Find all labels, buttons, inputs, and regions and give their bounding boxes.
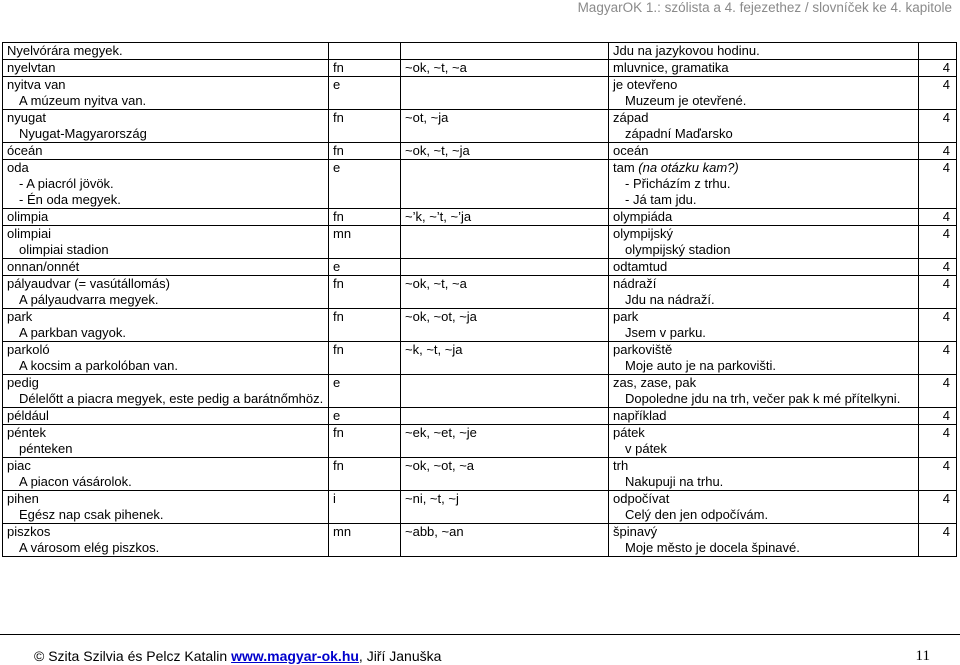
czech-cell-main: odtamtud	[613, 259, 668, 274]
vocabulary-table	[2, 42, 957, 557]
vocab-row	[3, 259, 957, 276]
czech-cell	[609, 491, 919, 524]
part-of-speech-cell: fn	[329, 209, 401, 226]
hungarian-cell-main: piszkos	[7, 524, 51, 539]
hungarian-cell	[3, 226, 329, 259]
czech-cell-example: západní Maďarsko	[625, 126, 733, 141]
czech-cell-main: park	[613, 309, 639, 324]
hungarian-cell-main: piac	[7, 458, 31, 473]
czech-cell-example: Nakupuji na trhu.	[625, 474, 724, 489]
part-of-speech-cell: e	[329, 77, 401, 110]
hungarian-cell-example: - Én oda megyek.	[19, 192, 121, 207]
vocab-row	[3, 309, 957, 342]
forms-cell	[401, 408, 609, 425]
website-link[interactable]: www.magyar-ok.hu	[231, 648, 359, 664]
forms-cell: ~ok, ~t, ~ja	[401, 143, 609, 160]
chapter-cell: 4	[919, 408, 957, 425]
hungarian-cell	[3, 408, 329, 425]
hungarian-cell-main: nyitva van	[7, 77, 66, 92]
czech-cell	[609, 375, 919, 408]
forms-cell: ~ok, ~ot, ~a	[401, 458, 609, 491]
hungarian-cell	[3, 524, 329, 557]
page-footer	[0, 634, 960, 665]
hungarian-cell-main: nyelvtan	[7, 60, 56, 75]
hungarian-cell	[3, 143, 329, 160]
hungarian-cell-example: A múzeum nyitva van.	[19, 93, 147, 108]
czech-cell	[609, 209, 919, 226]
running-header	[0, 0, 960, 22]
hungarian-cell	[3, 458, 329, 491]
hungarian-cell	[3, 375, 329, 408]
page-number: 11	[915, 648, 930, 664]
hungarian-cell	[3, 77, 329, 110]
hungarian-cell	[3, 309, 329, 342]
hungarian-cell-main: pedig	[7, 375, 39, 390]
czech-cell-main: parkoviště	[613, 342, 673, 357]
vocab-row	[3, 375, 957, 408]
hungarian-cell-example: Egész nap csak pihenek.	[19, 507, 164, 522]
chapter-cell: 4	[919, 458, 957, 491]
hungarian-cell	[3, 110, 329, 143]
czech-cell	[609, 276, 919, 309]
forms-cell: ~ni, ~t, ~j	[401, 491, 609, 524]
chapter-cell: 4	[919, 160, 957, 209]
forms-cell	[401, 226, 609, 259]
forms-cell: ~ok, ~t, ~a	[401, 60, 609, 77]
czech-cell-main: tam (na otázku kam?)	[613, 160, 739, 175]
hungarian-cell-main: Nyelvórára megyek.	[7, 43, 123, 58]
czech-cell-example: Moje auto je na parkovišti.	[625, 358, 777, 373]
hungarian-cell-main: péntek	[7, 425, 47, 440]
vocab-row	[3, 276, 957, 309]
chapter-cell: 4	[919, 110, 957, 143]
hungarian-cell-main: nyugat	[7, 110, 47, 125]
part-of-speech-cell: i	[329, 491, 401, 524]
czech-cell	[609, 524, 919, 557]
chapter-cell: 4	[919, 259, 957, 276]
hungarian-cell-main: onnan/onnét	[7, 259, 80, 274]
copyright-icon: ©	[34, 648, 45, 664]
czech-cell	[609, 77, 919, 110]
forms-cell: ~’k, ~’t, ~’ja	[401, 209, 609, 226]
chapter-cell: 4	[919, 524, 957, 557]
vocab-row	[3, 491, 957, 524]
czech-cell-main: zas, zase, pak	[613, 375, 697, 390]
footer-credit	[34, 648, 441, 664]
hungarian-cell-example: - A piacról jövök.	[19, 176, 114, 191]
forms-cell	[401, 259, 609, 276]
czech-cell-main: špinavý	[613, 524, 658, 539]
chapter-cell	[919, 43, 957, 60]
hungarian-cell	[3, 276, 329, 309]
czech-cell	[609, 408, 919, 425]
part-of-speech-cell: fn	[329, 276, 401, 309]
czech-cell-main: mluvnice, gramatika	[613, 60, 729, 75]
vocab-row	[3, 160, 957, 209]
vocab-row	[3, 342, 957, 375]
chapter-cell: 4	[919, 375, 957, 408]
vocab-row	[3, 110, 957, 143]
vocab-row	[3, 43, 957, 60]
czech-cell-main: trh	[613, 458, 629, 473]
chapter-cell: 4	[919, 209, 957, 226]
chapter-cell: 4	[919, 309, 957, 342]
czech-cell-example: - Já tam jdu.	[625, 192, 697, 207]
czech-cell-example: - Přicházím z trhu.	[625, 176, 731, 191]
part-of-speech-cell: fn	[329, 143, 401, 160]
chapter-cell: 4	[919, 491, 957, 524]
czech-cell	[609, 160, 919, 209]
czech-cell-main: například	[613, 408, 667, 423]
part-of-speech-cell: e	[329, 160, 401, 209]
czech-cell	[609, 458, 919, 491]
czech-cell	[609, 60, 919, 77]
part-of-speech-cell: e	[329, 259, 401, 276]
chapter-cell: 4	[919, 60, 957, 77]
hungarian-cell-example: A piacon vásárolok.	[19, 474, 132, 489]
czech-cell	[609, 342, 919, 375]
vocab-row	[3, 143, 957, 160]
hungarian-cell-main: park	[7, 309, 33, 324]
czech-cell-example: Dopoledne jdu na trh, večer pak k mé přítelkyni.	[625, 391, 901, 406]
forms-cell: ~ek, ~et, ~je	[401, 425, 609, 458]
forms-cell: ~ok, ~ot, ~ja	[401, 309, 609, 342]
hungarian-cell	[3, 259, 329, 276]
forms-cell: ~ok, ~t, ~a	[401, 276, 609, 309]
hungarian-cell-example: Nyugat-Magyarország	[19, 126, 147, 141]
vocab-row	[3, 408, 957, 425]
part-of-speech-cell: mn	[329, 524, 401, 557]
czech-cell-example: v pátek	[625, 441, 667, 456]
hungarian-cell-example: A parkban vagyok.	[19, 325, 126, 340]
part-of-speech-cell: fn	[329, 342, 401, 375]
czech-cell-main: pátek	[613, 425, 645, 440]
czech-cell-example: Jdu na nádraží.	[625, 292, 715, 307]
forms-cell: ~ot, ~ja	[401, 110, 609, 143]
czech-cell	[609, 43, 919, 60]
czech-cell-main: je otevřeno	[613, 77, 678, 92]
czech-cell-main: nádraží	[613, 276, 657, 291]
vocab-row	[3, 60, 957, 77]
forms-cell	[401, 375, 609, 408]
czech-cell	[609, 226, 919, 259]
hungarian-cell-main: olimpiai	[7, 226, 52, 241]
czech-cell-main: Jdu na jazykovou hodinu.	[613, 43, 760, 58]
chapter-cell: 4	[919, 143, 957, 160]
czech-cell	[609, 309, 919, 342]
hungarian-cell	[3, 209, 329, 226]
chapter-cell: 4	[919, 226, 957, 259]
hungarian-cell-main: olimpia	[7, 209, 49, 224]
part-of-speech-cell: e	[329, 375, 401, 408]
hungarian-cell-main: parkoló	[7, 342, 50, 357]
czech-cell-main: olympijský	[613, 226, 673, 241]
hungarian-cell-main: oda	[7, 160, 29, 175]
czech-cell	[609, 143, 919, 160]
czech-cell-main: západ	[613, 110, 649, 125]
forms-cell	[401, 160, 609, 209]
hungarian-cell	[3, 491, 329, 524]
czech-cell	[609, 259, 919, 276]
hungarian-cell-main: pihen	[7, 491, 39, 506]
hungarian-cell-example: A kocsim a parkolóban van.	[19, 358, 178, 373]
hungarian-cell-example: Délelőtt a piacra megyek, este pedig a barátnőmhöz.	[19, 391, 324, 406]
hungarian-cell-example: A pályaudvarra megyek.	[19, 292, 159, 307]
czech-cell-example: Muzeum je otevřené.	[625, 93, 747, 108]
part-of-speech-cell: fn	[329, 60, 401, 77]
hungarian-cell	[3, 160, 329, 209]
hungarian-cell-main: pályaudvar (= vasútállomás)	[7, 276, 170, 291]
hungarian-cell-main: például	[7, 408, 49, 423]
part-of-speech-cell: mn	[329, 226, 401, 259]
part-of-speech-cell: fn	[329, 110, 401, 143]
part-of-speech-cell: fn	[329, 458, 401, 491]
czech-cell-main: oceán	[613, 143, 649, 158]
forms-cell	[401, 77, 609, 110]
chapter-cell: 4	[919, 342, 957, 375]
czech-cell	[609, 425, 919, 458]
czech-cell-example: Jsem v parku.	[625, 325, 706, 340]
part-of-speech-cell	[329, 43, 401, 60]
vocab-row	[3, 524, 957, 557]
forms-cell: ~k, ~t, ~ja	[401, 342, 609, 375]
chapter-cell: 4	[919, 276, 957, 309]
hungarian-cell-main: óceán	[7, 143, 43, 158]
chapter-cell: 4	[919, 77, 957, 110]
hungarian-cell	[3, 342, 329, 375]
hungarian-cell-example: olimpiai stadion	[19, 242, 109, 257]
czech-cell	[609, 110, 919, 143]
part-of-speech-cell: e	[329, 408, 401, 425]
hungarian-cell	[3, 425, 329, 458]
czech-cell-main: odpočívat	[613, 491, 670, 506]
footer-authors: Szita Szilvia és Pelcz Katalin	[48, 648, 228, 664]
forms-cell	[401, 43, 609, 60]
czech-cell-main: olympiáda	[613, 209, 673, 224]
forms-cell: ~abb, ~an	[401, 524, 609, 557]
vocab-row	[3, 226, 957, 259]
part-of-speech-cell: fn	[329, 425, 401, 458]
footer-coauthor: , Jiří Januška	[358, 648, 442, 664]
header-title: MagyarOK 1.: szólista a 4. fejezethez / slovníček ke 4. kapitole	[577, 0, 952, 15]
hungarian-cell	[3, 60, 329, 77]
hungarian-cell-example: A városom elég piszkos.	[19, 540, 160, 555]
czech-cell-example: Celý den jen odpočívám.	[625, 507, 769, 522]
hungarian-cell-example: pénteken	[19, 441, 73, 456]
vocab-row	[3, 458, 957, 491]
question-note: (na otázku kam?)	[638, 160, 739, 175]
vocab-row	[3, 209, 957, 226]
vocab-row	[3, 425, 957, 458]
hungarian-cell	[3, 43, 329, 60]
part-of-speech-cell: fn	[329, 309, 401, 342]
czech-cell-example: olympijský stadion	[625, 242, 731, 257]
czech-cell-example: Moje město je docela špinavé.	[625, 540, 800, 555]
chapter-cell: 4	[919, 425, 957, 458]
vocab-row	[3, 77, 957, 110]
